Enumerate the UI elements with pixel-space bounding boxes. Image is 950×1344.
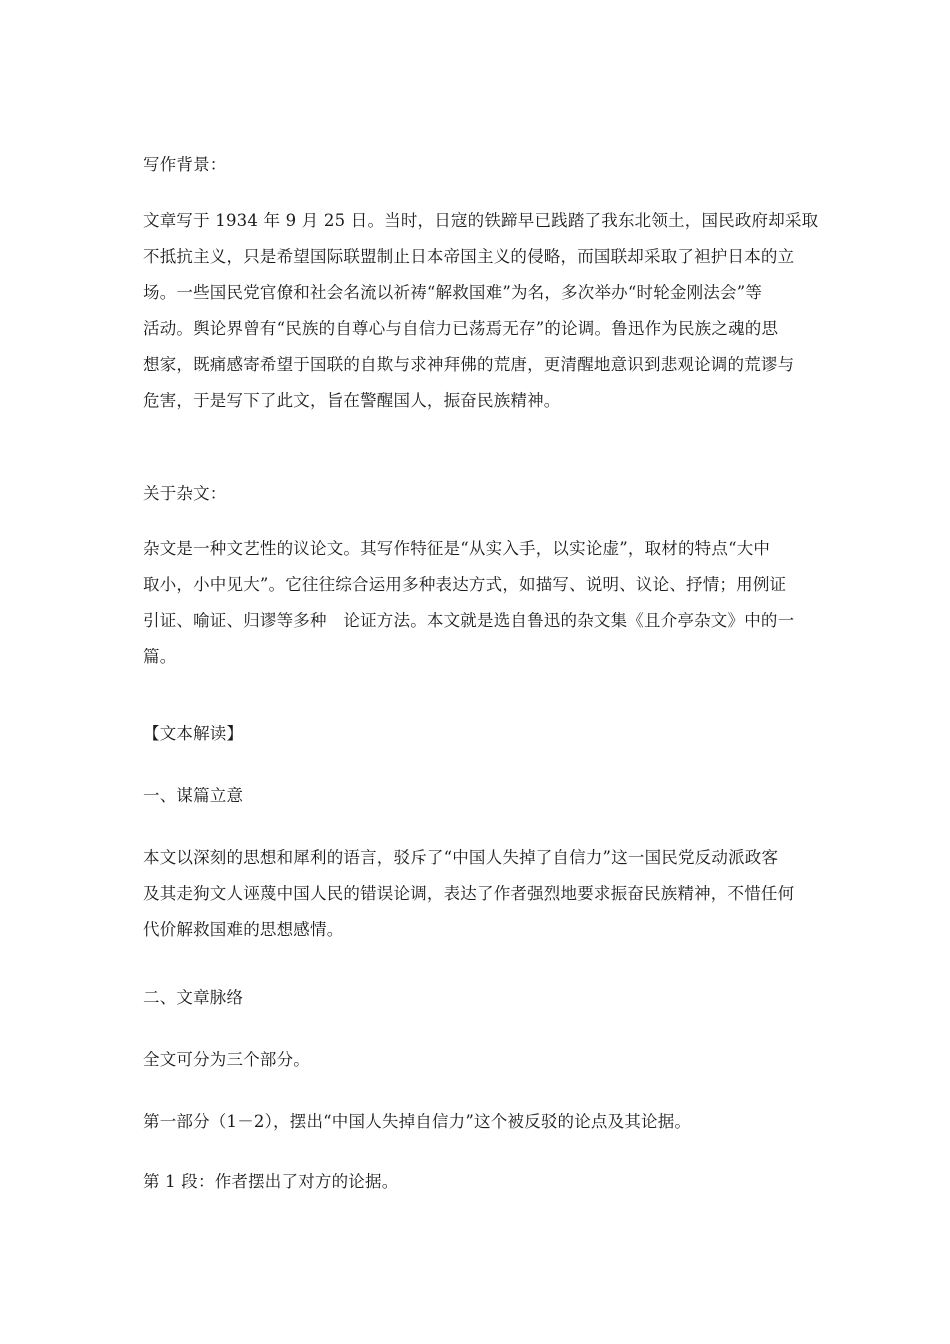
paragraph-one-note: 第 1 段：作者摆出了对方的论据。 — [143, 1172, 399, 1191]
text-line: 代价解救国难的思想感情。 — [143, 920, 344, 939]
text-line: 本文以深刻的思想和犀利的语言，驳斥了“中国人失掉了自信力”这一国民党反动派政客 — [143, 848, 779, 867]
text-line: 活动。舆论界曾有“民族的自尊心与自信力已荡焉无存”的论调。鲁迅作为民族之魂的思 — [143, 319, 779, 338]
text-line: 杂文是一种文艺性的议论文。其写作特征是“从实入手，以实论虚”，取材的特点“大中 — [143, 539, 771, 558]
section-title-text-reading: 【文本解读】 — [143, 724, 244, 743]
text-line: 文章写于 1934 年 9 月 25 日。当时，日寇的铁蹄早已践踏了我东北领土，国民政府却采取 — [143, 211, 819, 230]
text-line: 取小，小中见大”。它往往综合运用多种表达方式，如描写、说明、议论、抒情；用例证 — [143, 575, 787, 594]
heading-about-zawen: 关于杂文： — [143, 484, 227, 503]
part-one: 第一部分（1－2），摆出“中国人失掉自信力”这个被反驳的论点及其论据。 — [143, 1112, 692, 1131]
structure-intro: 全文可分为三个部分。 — [143, 1050, 310, 1069]
paragraph-intent — [143, 840, 811, 948]
text-line: 篇。 — [143, 647, 177, 666]
paragraph-background — [143, 203, 819, 419]
text-line: 不抵抗主义，只是希望国际联盟制止日本帝国主义的侵略，而国联却采取了袒护日本的立 — [143, 247, 795, 266]
text-line: 场。一些国民党官僚和社会名流以祈祷“解救国难”为名，多次举办“时轮金刚法会”等 — [143, 283, 763, 302]
text-line: 危害，于是写下了此文，旨在警醒国人，振奋民族精神。 — [143, 391, 561, 410]
text-line: 及其走狗文人诬蔑中国人民的错误论调，表达了作者强烈地要求振奋民族精神，不惜任何 — [143, 884, 795, 903]
text-line: 想家，既痛感寄希望于国联的自欺与求神拜佛的荒唐，更清醒地意识到悲观论调的荒谬与 — [143, 355, 795, 374]
heading-writing-background: 写作背景： — [143, 155, 227, 174]
heading-structure: 二、文章脉络 — [143, 988, 244, 1007]
paragraph-zawen — [143, 531, 811, 675]
text-line: 引证、喻证、归谬等多种 论证方法。本文就是选自鲁迅的杂文集《且介亭杂文》中的一 — [143, 611, 795, 630]
heading-intent: 一、谋篇立意 — [143, 786, 244, 805]
